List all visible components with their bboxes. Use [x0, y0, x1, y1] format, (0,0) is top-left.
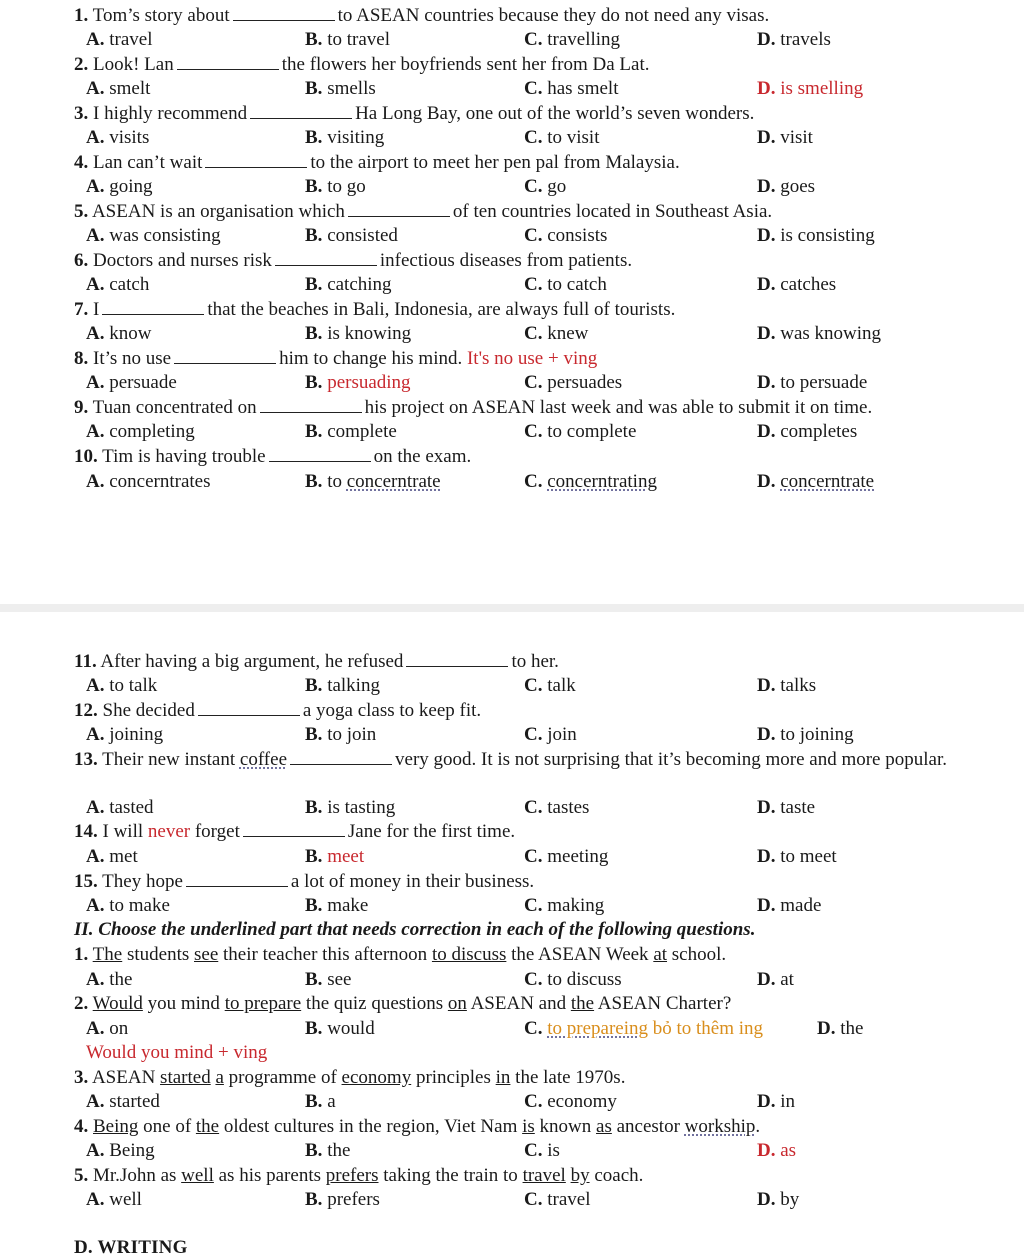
answer-blank: [275, 250, 377, 266]
q13-option-a[interactable]: A. tasted: [86, 797, 154, 818]
s2-q3-option-b[interactable]: B. a: [305, 1091, 336, 1112]
question-number: 2.: [74, 54, 89, 75]
answer-blank: [269, 446, 371, 462]
q15-option-d[interactable]: D. made: [757, 895, 822, 916]
question-number: 13.: [74, 749, 98, 770]
answer-blank: [250, 103, 352, 119]
q10-option-c[interactable]: C. concerntrating: [524, 471, 657, 492]
s2-q5-option-b[interactable]: B. prefers: [305, 1189, 380, 1210]
q9-option-b[interactable]: B. complete: [305, 421, 397, 442]
q1-option-b[interactable]: B. to travel: [305, 29, 390, 50]
q10-option-a[interactable]: A. concerntrates: [86, 471, 211, 492]
question-number: 1.: [74, 5, 89, 26]
s2-q2-option-b[interactable]: B. would: [305, 1018, 375, 1039]
q7-option-b[interactable]: B. is knowing: [305, 323, 412, 344]
answer-blank: [174, 348, 276, 364]
q12-option-c[interactable]: C. join: [524, 724, 577, 745]
question-2: 2. Look! Lan the flowers her boyfriends sent her from Da Lat.: [74, 54, 650, 75]
q14-option-c[interactable]: C. meeting: [524, 846, 609, 867]
q12-option-b[interactable]: B. to join: [305, 724, 377, 745]
s2-question-5: 5. Mr.John as well as his parents prefers taking the train to travel by coach.: [74, 1165, 644, 1186]
question-11: 11. After having a big argument, he refused to her.: [74, 651, 559, 672]
s2-q2-option-a[interactable]: A. on: [86, 1018, 129, 1039]
q10-option-b[interactable]: B. to concerntrate: [305, 471, 441, 492]
s2-q3-option-a[interactable]: A. started: [86, 1091, 160, 1112]
question-13: 13. Their new instant coffee very good. It is not surprising that it’s becoming more and more popular.: [74, 749, 947, 770]
s2-q4-option-a[interactable]: A. Being: [86, 1140, 155, 1161]
q8-option-a[interactable]: A. persuade: [86, 372, 177, 393]
s2-question-2: 2. Would you mind to prepare the quiz questions on ASEAN and the ASEAN Charter?: [74, 993, 732, 1014]
question-number: 3.: [74, 103, 89, 124]
q15-option-a[interactable]: A. to make: [86, 895, 170, 916]
q9-option-a[interactable]: A. completing: [86, 421, 195, 442]
question-6: 6. Doctors and nurses risk infectious diseases from patients.: [74, 250, 633, 271]
q7-option-d[interactable]: D. was knowing: [757, 323, 882, 344]
s2-question-1: 1. The students see their teacher this afternoon to discuss the ASEAN Week at school.: [74, 944, 727, 965]
question-10: 10. Tim is having trouble on the exam.: [74, 446, 472, 467]
s2-q1-option-b[interactable]: B. see: [305, 969, 352, 990]
q11-option-c[interactable]: C. talk: [524, 675, 576, 696]
q5-option-d[interactable]: D. is consisting: [757, 225, 875, 246]
answer-blank: [348, 201, 450, 217]
answer-blank: [186, 871, 288, 887]
q13-option-c[interactable]: C. tastes: [524, 797, 590, 818]
q7-option-c[interactable]: C. knew: [524, 323, 589, 344]
question-number: 5.: [74, 201, 89, 222]
question-number: 9.: [74, 397, 89, 418]
question-number: 12.: [74, 700, 98, 721]
question-number: 7.: [74, 299, 89, 320]
q4-option-c[interactable]: C. go: [524, 176, 567, 197]
q6-option-a[interactable]: A. catch: [86, 274, 150, 295]
s2-q1-option-d[interactable]: D. at: [757, 969, 794, 990]
question-3: 3. I highly recommend Ha Long Bay, one out of the world’s seven wonders.: [74, 103, 755, 124]
q5-option-c[interactable]: C. consists: [524, 225, 608, 246]
q3-option-c[interactable]: C. to visit: [524, 127, 600, 148]
q3-option-a[interactable]: A. visits: [86, 127, 150, 148]
s2-q5-option-d[interactable]: D. by: [757, 1189, 800, 1210]
q8-option-c[interactable]: C. persuades: [524, 372, 623, 393]
q2-option-b[interactable]: B. smells: [305, 78, 376, 99]
q3-option-d[interactable]: D. visit: [757, 127, 813, 148]
answer-blank: [290, 749, 392, 765]
question-number: 4.: [74, 152, 89, 173]
question-number: 11.: [74, 651, 97, 672]
question-number: 8.: [74, 348, 89, 369]
s2-q1-option-c[interactable]: C. to discuss: [524, 969, 622, 990]
answer-blank: [243, 821, 345, 837]
q8-option-b[interactable]: B. persuading: [305, 372, 411, 393]
answer-note: It's no use + ving: [466, 348, 598, 369]
s2-q2-option-c[interactable]: C. to prepareing bỏ to thêm ing: [524, 1018, 764, 1039]
answer-blank: [406, 651, 508, 667]
q6-option-c[interactable]: C. to catch: [524, 274, 607, 295]
q1-option-a[interactable]: A. travel: [86, 29, 153, 50]
q12-option-a[interactable]: A. joining: [86, 724, 164, 745]
q15-option-c[interactable]: C. making: [524, 895, 605, 916]
question-number: 10.: [74, 446, 98, 467]
question-7: 7. I that the beaches in Bali, Indonesia, are always full of tourists.: [74, 299, 676, 320]
q2-option-d[interactable]: D. is smelling: [757, 78, 864, 99]
question-5: 5. ASEAN is an organisation which of ten countries located in Southeast Asia.: [74, 201, 773, 222]
q11-option-b[interactable]: B. talking: [305, 675, 380, 696]
question-9: 9. Tuan concentrated on his project on ASEAN last week and was able to submit it on time.: [74, 397, 873, 418]
question-14: 14. I will never forget Jane for the first time.: [74, 821, 516, 842]
s2-question-3: 3. ASEAN started a programme of economy principles in the late 1970s.: [74, 1067, 626, 1088]
answer-blank: [205, 152, 307, 168]
q1-option-c[interactable]: C. travelling: [524, 29, 621, 50]
answer-blank: [233, 5, 335, 21]
q11-option-a[interactable]: A. to talk: [86, 675, 158, 696]
q10-option-d[interactable]: D. concerntrate: [757, 471, 875, 492]
q15-option-b[interactable]: B. make: [305, 895, 369, 916]
s2-q3-option-d[interactable]: D. in: [757, 1091, 796, 1112]
q8-option-d[interactable]: D. to persuade: [757, 372, 868, 393]
q11-option-d[interactable]: D. talks: [757, 675, 817, 696]
q12-option-d[interactable]: D. to joining: [757, 724, 854, 745]
question-number: 6.: [74, 250, 89, 271]
s2-q4-option-d[interactable]: D. as: [757, 1140, 797, 1161]
section-2-title: II. Choose the underlined part that needs correction in each of the following questions.: [74, 919, 756, 940]
page-separator: [0, 604, 1024, 612]
question-12: 12. She decided a yoga class to keep fit.: [74, 700, 482, 721]
question-15: 15. They hope a lot of money in their business.: [74, 871, 535, 892]
question-1: 1. Tom’s story about to ASEAN countries because they do not need any visas.: [74, 5, 770, 26]
question-4: 4. Lan can’t wait to the airport to meet her pen pal from Malaysia.: [74, 152, 680, 173]
q6-option-b[interactable]: B. catching: [305, 274, 392, 295]
s2-q4-option-b[interactable]: B. the: [305, 1140, 351, 1161]
answer-blank: [102, 299, 204, 315]
q5-option-b[interactable]: B. consisted: [305, 225, 398, 246]
question-number: 15.: [74, 871, 98, 892]
q1-option-d[interactable]: D. travels: [757, 29, 831, 50]
question-number: 14.: [74, 821, 98, 842]
q4-option-b[interactable]: B. to go: [305, 176, 366, 197]
q7-option-a[interactable]: A. know: [86, 323, 152, 344]
q6-option-d[interactable]: D. catches: [757, 274, 837, 295]
s2-q1-option-a[interactable]: A. the: [86, 969, 133, 990]
s2-q2-option-d[interactable]: D. the: [817, 1018, 864, 1039]
q2-option-c[interactable]: C. has smelt: [524, 78, 619, 99]
answer-blank: [198, 700, 300, 716]
s2-q5-option-c[interactable]: C. travel: [524, 1189, 591, 1210]
page-gap: [0, 502, 1024, 612]
q4-option-a[interactable]: A. going: [86, 176, 153, 197]
q13-option-b[interactable]: B. is tasting: [305, 797, 396, 818]
writing-heading: D. WRITING: [74, 1237, 188, 1258]
q14-option-d[interactable]: D. to meet: [757, 846, 837, 867]
q14-option-b[interactable]: B. meet: [305, 846, 365, 867]
s2-q4-option-c[interactable]: C. is: [524, 1140, 560, 1161]
answer-blank: [260, 397, 362, 413]
q13-option-d[interactable]: D. taste: [757, 797, 816, 818]
s2-question-4: 4. Being one of the oldest cultures in the region, Viet Nam is known as ancestor workship.: [74, 1116, 761, 1137]
q9-option-d[interactable]: D. completes: [757, 421, 858, 442]
q14-option-a[interactable]: A. met: [86, 846, 138, 867]
q5-option-a[interactable]: A. was consisting: [86, 225, 221, 246]
answer-blank: [177, 54, 279, 70]
q3-option-b[interactable]: B. visiting: [305, 127, 385, 148]
q9-option-c[interactable]: C. to complete: [524, 421, 637, 442]
s2-q3-option-c[interactable]: C. economy: [524, 1091, 617, 1112]
question-8: 8. It’s no use him to change his mind. It's no use + ving: [74, 348, 598, 369]
s2-q5-option-a[interactable]: A. well: [86, 1189, 142, 1210]
s2-q2-note: Would you mind + ving: [86, 1042, 268, 1063]
q2-option-a[interactable]: A. smelt: [86, 78, 151, 99]
q4-option-d[interactable]: D. goes: [757, 176, 816, 197]
